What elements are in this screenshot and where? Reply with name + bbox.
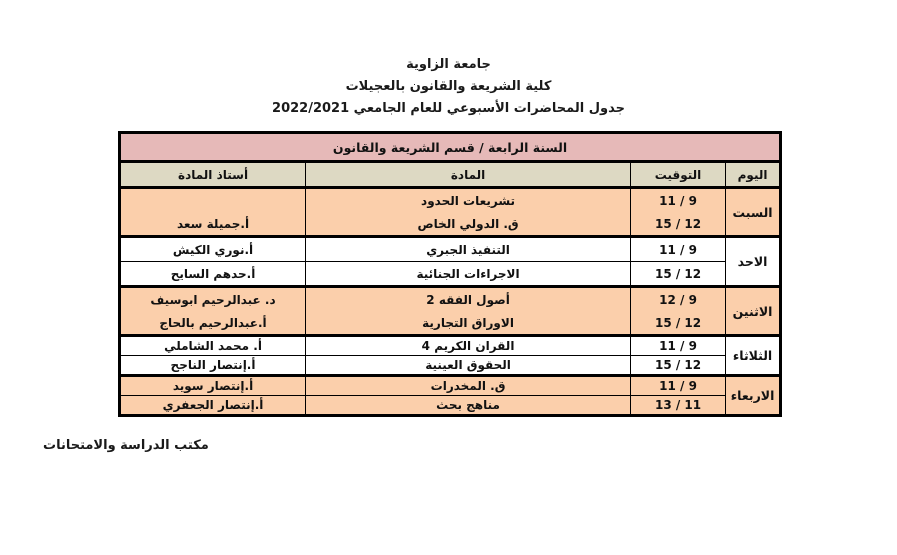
day-cell: الاربعاء — [726, 376, 781, 416]
time-cell: 15 / 12 — [631, 262, 726, 287]
professor-cell: أ.نوري الكيش — [120, 237, 306, 262]
table-row — [120, 188, 781, 213]
subject-cell: الحقوق العينية — [306, 356, 631, 376]
table-row — [120, 311, 781, 336]
day-block-saturday — [120, 188, 781, 237]
day-cell: الاثنين — [726, 287, 781, 336]
subject-cell: ق. الدولي الخاص — [306, 212, 631, 237]
professor-cell: أ.حدهم السايح — [120, 262, 306, 287]
university-name: جامعة الزاوية — [406, 57, 491, 72]
time-cell: 15 / 12 — [631, 212, 726, 237]
professor-cell: أ.إنتصار الناجح — [120, 356, 306, 376]
professor-cell: أ.جميلة سعد — [120, 212, 306, 237]
table-row — [120, 376, 781, 396]
table-row — [120, 396, 781, 416]
column-header-time: التوقيت — [631, 162, 726, 188]
day-cell: الاحد — [726, 237, 781, 287]
time-cell: 11 / 9 — [631, 188, 726, 213]
schedule-table — [118, 131, 782, 417]
day-cell: السبت — [726, 188, 781, 237]
time-cell: 11 / 9 — [631, 336, 726, 356]
day-cell: الثلاثاء — [726, 336, 781, 376]
table-row — [120, 262, 781, 287]
day-block-tuesday — [120, 336, 781, 376]
column-header-subject: المادة — [306, 162, 631, 188]
page-header — [0, 54, 897, 120]
day-block-sunday — [120, 237, 781, 287]
professor-cell: د. عبدالرحيم ابوسيف — [120, 287, 306, 312]
subject-cell: تشريعات الحدود — [306, 188, 631, 213]
subject-cell: مناهج بحث — [306, 396, 631, 416]
faculty-name: كلية الشريعة والقانون بالعجيلات — [345, 79, 552, 94]
subject-cell: أصول الفقه 2 — [306, 287, 631, 312]
table-row — [120, 237, 781, 262]
professor-cell: أ.عبدالرحيم بالحاج — [120, 311, 306, 336]
table-row — [120, 212, 781, 237]
professor-cell — [120, 188, 306, 213]
time-cell: 11 / 9 — [631, 376, 726, 396]
subject-cell: الاوراق التجارية — [306, 311, 631, 336]
professor-cell: أ. محمد الشاملي — [120, 336, 306, 356]
subject-cell: ق. المخدرات — [306, 376, 631, 396]
time-cell: 15 / 12 — [631, 311, 726, 336]
column-header-row — [120, 162, 781, 188]
professor-cell: أ.إنتصار الجعفري — [120, 396, 306, 416]
professor-cell: أ.إنتصار سويد — [120, 376, 306, 396]
time-cell: 12 / 9 — [631, 287, 726, 312]
subject-cell: القران الكريم 4 — [306, 336, 631, 356]
time-cell: 15 / 12 — [631, 356, 726, 376]
table-title-row — [120, 133, 781, 162]
day-block-wednesday — [120, 376, 781, 416]
schedule-title: جدول المحاضرات الأسبوعي للعام الجامعي 2022/2021 — [272, 101, 625, 116]
exams-office-signature: مكتب الدراسة والامتحانات — [43, 438, 209, 453]
table-title: السنة الرابعة / قسم الشريعة والقانون — [120, 133, 781, 162]
day-block-monday — [120, 287, 781, 336]
time-cell: 11 / 9 — [631, 237, 726, 262]
subject-cell: الاجراءات الجنائية — [306, 262, 631, 287]
column-header-professor: أستاذ المادة — [120, 162, 306, 188]
table-row — [120, 356, 781, 376]
table-row — [120, 287, 781, 312]
time-cell: 13 / 11 — [631, 396, 726, 416]
table-row — [120, 336, 781, 356]
subject-cell: التنفيذ الجبري — [306, 237, 631, 262]
column-header-day: اليوم — [726, 162, 781, 188]
